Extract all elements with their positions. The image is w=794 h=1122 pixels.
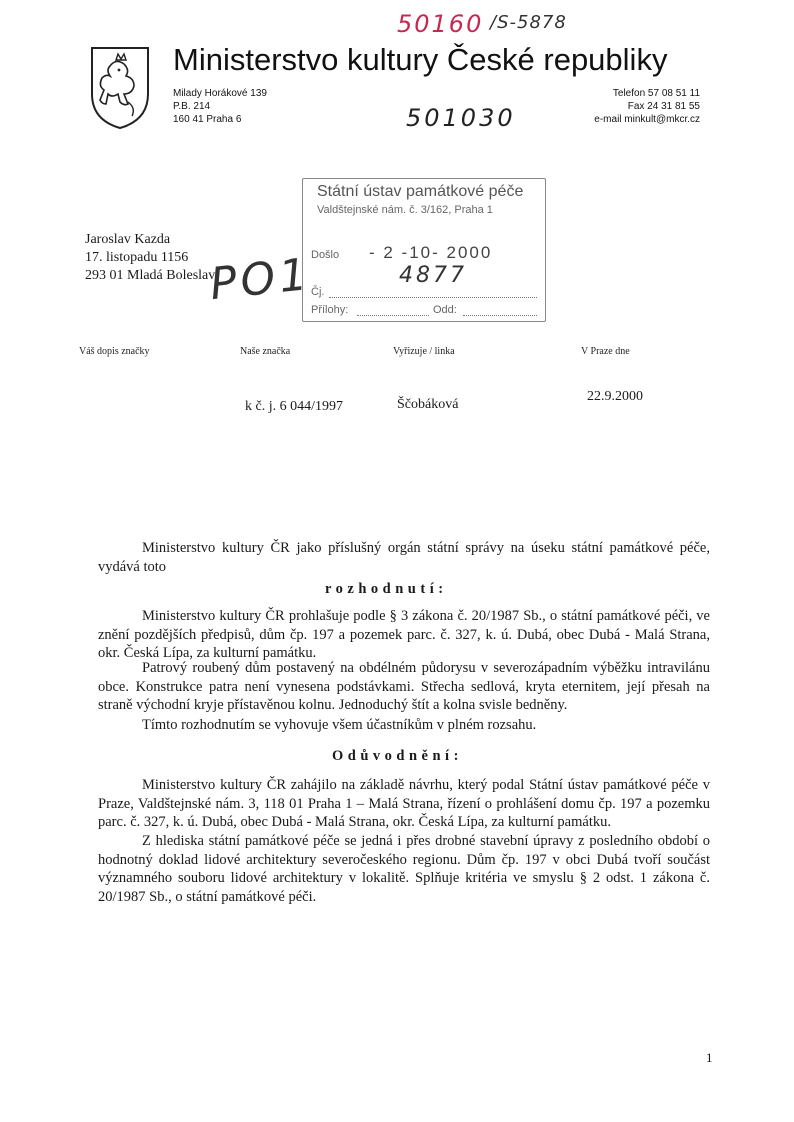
header-v-praze-dne: V Praze dne: [581, 346, 630, 357]
stamp-cj-label: Čj.: [311, 286, 325, 298]
stamp-address: Valdštejnské nám. č. 3/162, Praha 1: [317, 204, 493, 216]
phone-line: Telefon 57 08 51 11: [612, 88, 700, 99]
ministry-title: Ministerstvo kultury České republiky: [173, 42, 668, 77]
recipient-city: 293 01 Mladá Boleslav: [85, 268, 216, 283]
stamp-prilohy-label: Přílohy:: [311, 304, 349, 316]
rozhodnuti-paragraph-3: Tímto rozhodnutím se vyhovuje všem účastníkům v plném rozsahu.: [142, 717, 537, 733]
header-vyrizuje: Vyřizuje / linka: [393, 346, 455, 357]
header-nase-znacka: Naše značka: [240, 346, 291, 357]
nase-znacka-value: k č. j. 6 044/1997: [245, 399, 343, 414]
address-line: Milady Horákové 139: [173, 88, 267, 99]
address-line: 160 41 Praha 6: [173, 114, 242, 125]
rozhodnuti-heading: rozhodnutí:: [325, 581, 448, 597]
received-stamp: [302, 178, 546, 322]
oduvodneni-heading: Odůvodnění:: [332, 748, 463, 764]
address-line: P.B. 214: [173, 101, 211, 112]
recipient-address: [85, 231, 215, 285]
ministry-contacts: [594, 87, 700, 126]
rozhodnuti-paragraph-1: Ministerstvo kultury ČR prohlašuje podle § 3 zákona č. 20/1987 Sb., o státní památkové péči, ve znění pozdějších předpisů, dům čp. 197 a pozemek parc. č. 327, k. ú. Dubá, obec Dubá - Malá Strana, okr. Česká Lípa, za kulturní památku.: [98, 608, 710, 661]
fax-line: Fax 24 31 81 55: [627, 101, 700, 112]
recipient-name: Jaroslav Kazda: [85, 232, 171, 247]
rozhodnuti-paragraph-2: Patrový roubený dům postavený na obdélném půdorysu v severozápadním výběžku intravilánu obce. Konstrukce patra není vynesena podstávkami. Střecha sedlová, kryta eternitem, její přesah na straně východní kryje přístavěnou kolnu. Jednoduchý štít a kolna svisle bedněny.: [98, 660, 710, 713]
page-number: 1: [706, 1050, 713, 1065]
header-vas-dopis: Váš dopis značky: [79, 346, 150, 357]
stamp-cj-dotted-line: [329, 297, 537, 298]
vyrizuje-value: Ščobáková: [397, 397, 459, 412]
stamp-odd-label: Odd:: [433, 304, 457, 316]
stamp-date: - 2 -10- 2000: [369, 243, 493, 262]
oduvodneni-paragraph-1: Ministerstvo kultury ČR zahájilo na základě návrhu, který podal Státní ústav památkové péče v Praze, Valdštejnské nám. 3, 118 01 Praha 1 – Malá Strana, řízení o prohlášení domu čp. 197 a pozemku parc. č. 327, k. ú. Dubá, obec Dubá - Malá Strana, okr. Česká Lípa, za kulturní památku.: [98, 777, 710, 830]
letter-date: 22.9.2000: [587, 389, 643, 404]
email-line: e-mail minkult@mkcr.cz: [594, 114, 700, 125]
recipient-street: 17. listopadu 1156: [85, 250, 189, 265]
handwritten-reference-red: 50160: [397, 10, 484, 38]
stamp-odd-dotted-line: [463, 315, 537, 316]
stamp-prilohy-dotted-line: [357, 315, 429, 316]
oduvodneni-paragraph-2: Z hlediska státní památkové péče se jedná i přes drobné stavební úpravy z posledního období o hodnotný doklad lidové architektury severočeského regionu. Dům čp. 197 v obci Dubá tvoří součást významného souboru lidové architektury v lokalitě. Splňuje kritéria ve smyslu § 2 odst. 1 zákona č. 20/1987 Sb., o státní památkové péči.: [98, 833, 710, 905]
ministry-address: [173, 87, 267, 126]
stamp-title: Státní ústav památkové péče: [317, 183, 524, 200]
handwritten-number: 501030: [406, 104, 516, 132]
coat-of-arms-emblem: [88, 44, 152, 130]
handwritten-po-mark: PO1: [207, 248, 314, 311]
handwritten-reference-suffix: /S-5878: [490, 12, 567, 33]
stamp-handwritten-number: 4877: [399, 263, 467, 288]
intro-paragraph: Ministerstvo kultury ČR jako příslušný orgán státní správy na úseku státní památkové péče, vydává toto: [98, 540, 710, 575]
stamp-doslo-label: Došlo: [311, 249, 340, 261]
